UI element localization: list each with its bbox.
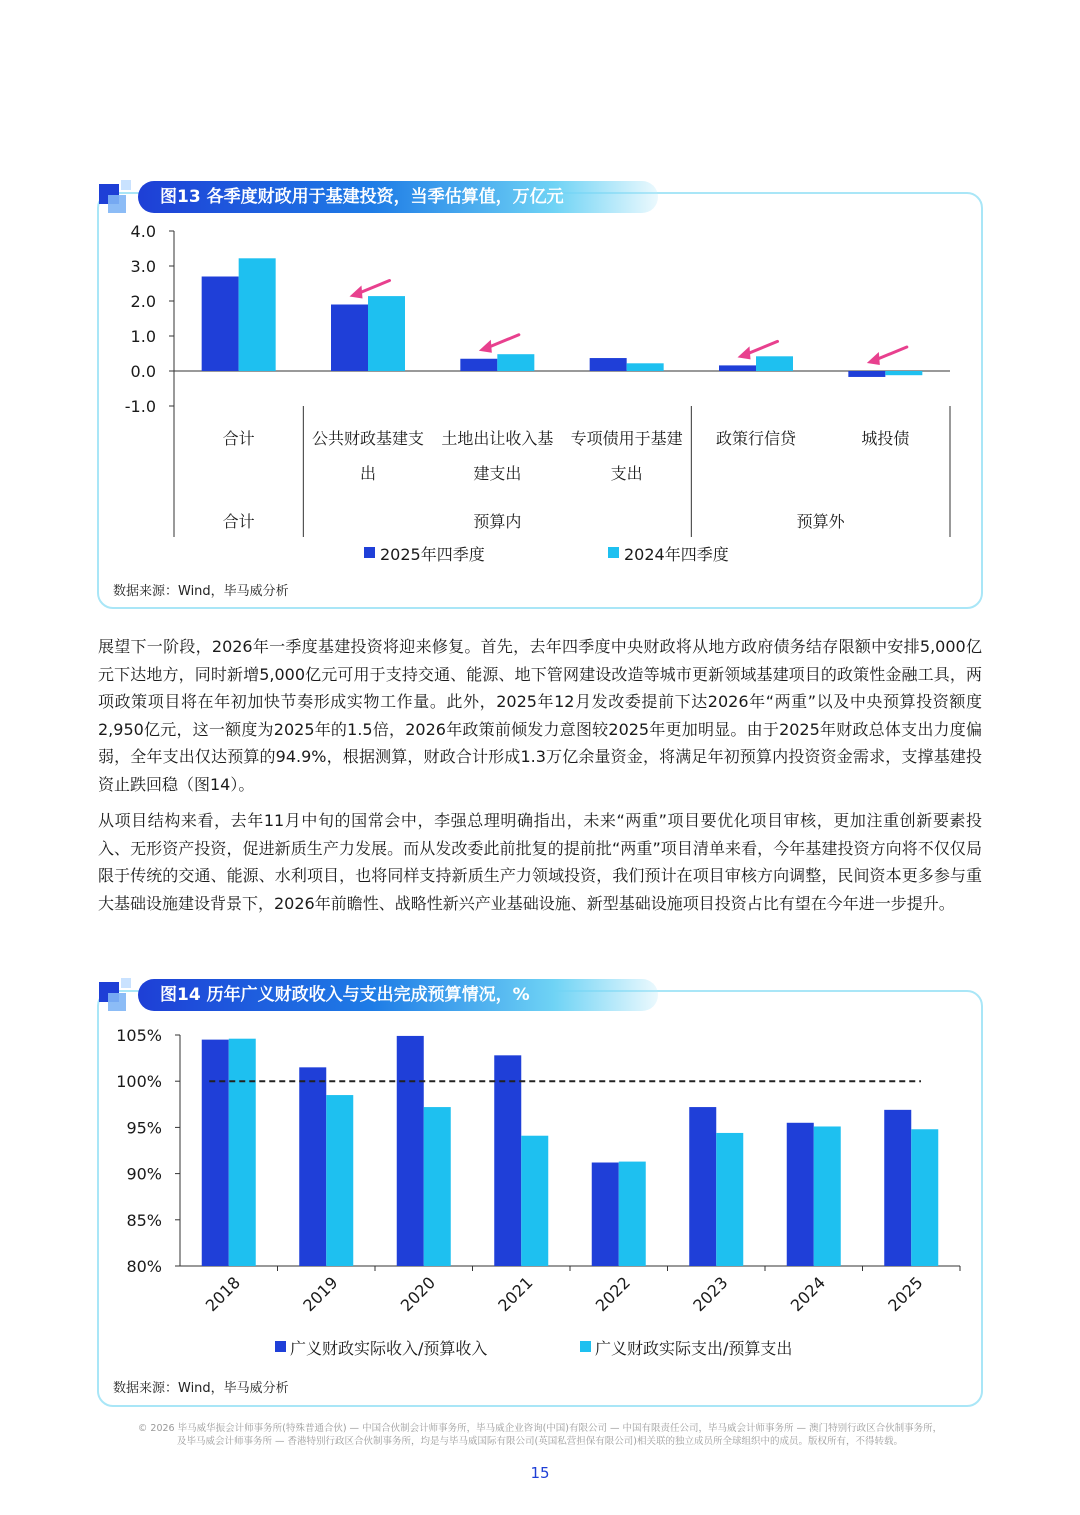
group-label: 合计	[222, 512, 255, 531]
x-tick-label: 2023	[689, 1272, 732, 1316]
bar-q4-2025	[331, 305, 368, 372]
y-tick-label: 85%	[126, 1210, 162, 1230]
y-tick-label: -1.0	[124, 397, 156, 416]
bar-revenue-ratio	[299, 1067, 326, 1266]
figure-13-chart	[98, 214, 978, 574]
bar-q4-2024	[497, 354, 534, 371]
x-tick-label: 2019	[299, 1272, 342, 1316]
bar-q4-2025	[460, 359, 497, 371]
bar-revenue-ratio	[397, 1036, 424, 1266]
category-label: 城投债	[861, 429, 910, 448]
bar-expenditure-ratio	[424, 1107, 451, 1266]
bar-q4-2024	[239, 258, 276, 371]
y-tick-label: 0.0	[130, 362, 156, 381]
legend-swatch	[275, 1341, 286, 1352]
bar-expenditure-ratio	[229, 1039, 256, 1266]
legend-label: 2024年四季度	[624, 545, 729, 564]
footer-legal-line-1: © 2026 毕马威华振会计师事务所(特殊普通合伙) — 中国合伙制会计师事务所，毕马威企业咨询(中国)有限公司 — 中国有限责任公司，毕马威会计师事务所 — 澳门特别行政区合伙制事务所，	[137, 1423, 943, 1434]
bar-revenue-ratio	[689, 1107, 716, 1266]
y-tick-label: 3.0	[130, 257, 156, 276]
bar-revenue-ratio	[202, 1040, 229, 1266]
bar-q4-2024	[627, 363, 664, 371]
paragraph-structure: 从项目结构来看，去年11月中旬的国常会中，李强总理明确指出，未来“两重”项目要优化项目审核，更加注重创新要素投入、无形资产投资，促进新质生产力发展。而从发改委此前批复的提前批“两重”项目清单来看，今年基建投资方向将不仅仅局限于传统的交通、能源、水利项目，也将同样支持新质生产力领域投资，我们预计在项目审核方向调整，民间资本更多参与重大基础设施建设背景下，2026年前瞻性、战略性新兴产业基础设施、新型基础设施项目投资占比有望在今年进一步提升。	[98, 811, 982, 913]
arrow-head	[479, 340, 492, 353]
legend-label: 2025年四季度	[380, 545, 485, 564]
legend-swatch	[364, 547, 375, 558]
y-tick-label: 100%	[116, 1072, 162, 1092]
bar-revenue-ratio	[787, 1123, 814, 1266]
highlight-arrow-icon	[350, 281, 390, 299]
figure-13-title: 图13 各季度财政用于基建投资，当季估算值，万亿元	[138, 181, 658, 213]
x-tick-label: 2022	[591, 1272, 634, 1316]
y-tick-label: 1.0	[130, 327, 156, 346]
x-tick-label: 2025	[884, 1272, 927, 1316]
paragraph-outlook: 展望下一阶段，2026年一季度基建投资将迎来修复。首先，去年四季度中央财政将从地方政府债务结存限额中安排5,000亿元下达地方，同时新增5,000亿元可用于支持交通、能源、地下管网建设改造等城市更新领域基建项目的政策性金融工具，两项政策项目将在年初加快节奏形成实物工作量。此外，2025年12月发改委提前下达2026年“两重”以及中央预算投资额度2,950亿元，这一额度为2025年的1.5倍，2026年政策前倾发力意图较2025年更加明显。由于2025年财政总体支出力度偏弱，全年支出仅达预算的94.9%，根据测算，财政合计形成1.3万亿余量资金，将满足年初预算内投资资金需求，支撑基建投资止跌回稳（图14）。	[98, 637, 982, 794]
bar-q4-2024	[368, 296, 405, 371]
x-tick-label: 2020	[396, 1272, 439, 1316]
y-tick-label: 95%	[126, 1118, 162, 1138]
arrow-head	[350, 286, 363, 299]
y-tick-label: 4.0	[130, 222, 156, 241]
arrow-head	[738, 346, 751, 359]
bar-q4-2025	[719, 365, 756, 371]
x-tick-label: 2024	[786, 1272, 829, 1316]
category-label: 建支出	[473, 464, 522, 483]
bar-expenditure-ratio	[911, 1129, 938, 1266]
category-label: 合计	[222, 429, 255, 448]
page-number: 15	[530, 1464, 550, 1482]
bar-revenue-ratio	[884, 1110, 911, 1266]
bar-q4-2024	[756, 356, 793, 371]
category-label: 专项债用于基建	[570, 429, 683, 448]
highlight-arrow-icon	[479, 335, 519, 353]
bar-expenditure-ratio	[814, 1126, 841, 1266]
category-label: 支出	[610, 464, 643, 483]
bar-expenditure-ratio	[619, 1162, 646, 1266]
footer-legal	[97, 1422, 983, 1448]
legend-swatch	[608, 547, 619, 558]
highlight-arrow-icon	[867, 347, 907, 365]
bar-expenditure-ratio	[716, 1133, 743, 1266]
bar-q4-2024	[885, 371, 922, 375]
bar-revenue-ratio	[494, 1055, 521, 1266]
figure-13-source: 数据来源：Wind，毕马威分析	[113, 584, 289, 599]
arrow-head	[867, 352, 880, 365]
bar-expenditure-ratio	[326, 1095, 353, 1266]
legend-label: 广义财政实际支出/预算支出	[595, 1339, 793, 1358]
legend-swatch	[580, 1341, 591, 1352]
bar-revenue-ratio	[592, 1163, 619, 1266]
bar-expenditure-ratio	[521, 1136, 548, 1266]
y-tick-label: 105%	[116, 1026, 162, 1045]
bar-q4-2025	[848, 371, 885, 377]
category-label: 土地出让收入基	[441, 429, 554, 448]
bar-q4-2025	[590, 358, 627, 371]
category-label: 公共财政基建支	[311, 429, 425, 448]
bar-q4-2025	[202, 277, 239, 372]
y-tick-label: 80%	[126, 1257, 162, 1276]
x-tick-label: 2018	[201, 1272, 244, 1316]
y-tick-label: 2.0	[130, 292, 156, 311]
group-label: 预算内	[473, 512, 522, 531]
category-label: 政策行信贷	[715, 429, 797, 448]
group-label: 预算外	[796, 512, 845, 531]
figure-14-title: 图14 历年广义财政收入与支出完成预算情况，%	[138, 979, 658, 1011]
y-tick-label: 90%	[126, 1164, 162, 1184]
figure-14-chart	[98, 1020, 978, 1365]
category-label: 出	[359, 464, 377, 483]
footer-legal-line-2: 及毕马威会计师事务所 — 香港特别行政区合伙制事务所，均是与毕马威国际有限公司(英国私营担保有限公司)相关联的独立成员所全球组织中的成员。版权所有，不得转载。	[177, 1436, 903, 1447]
figure-14-source: 数据来源：Wind，毕马威分析	[113, 1381, 289, 1396]
legend-label: 广义财政实际收入/预算收入	[290, 1339, 488, 1358]
x-tick-label: 2021	[494, 1272, 537, 1316]
